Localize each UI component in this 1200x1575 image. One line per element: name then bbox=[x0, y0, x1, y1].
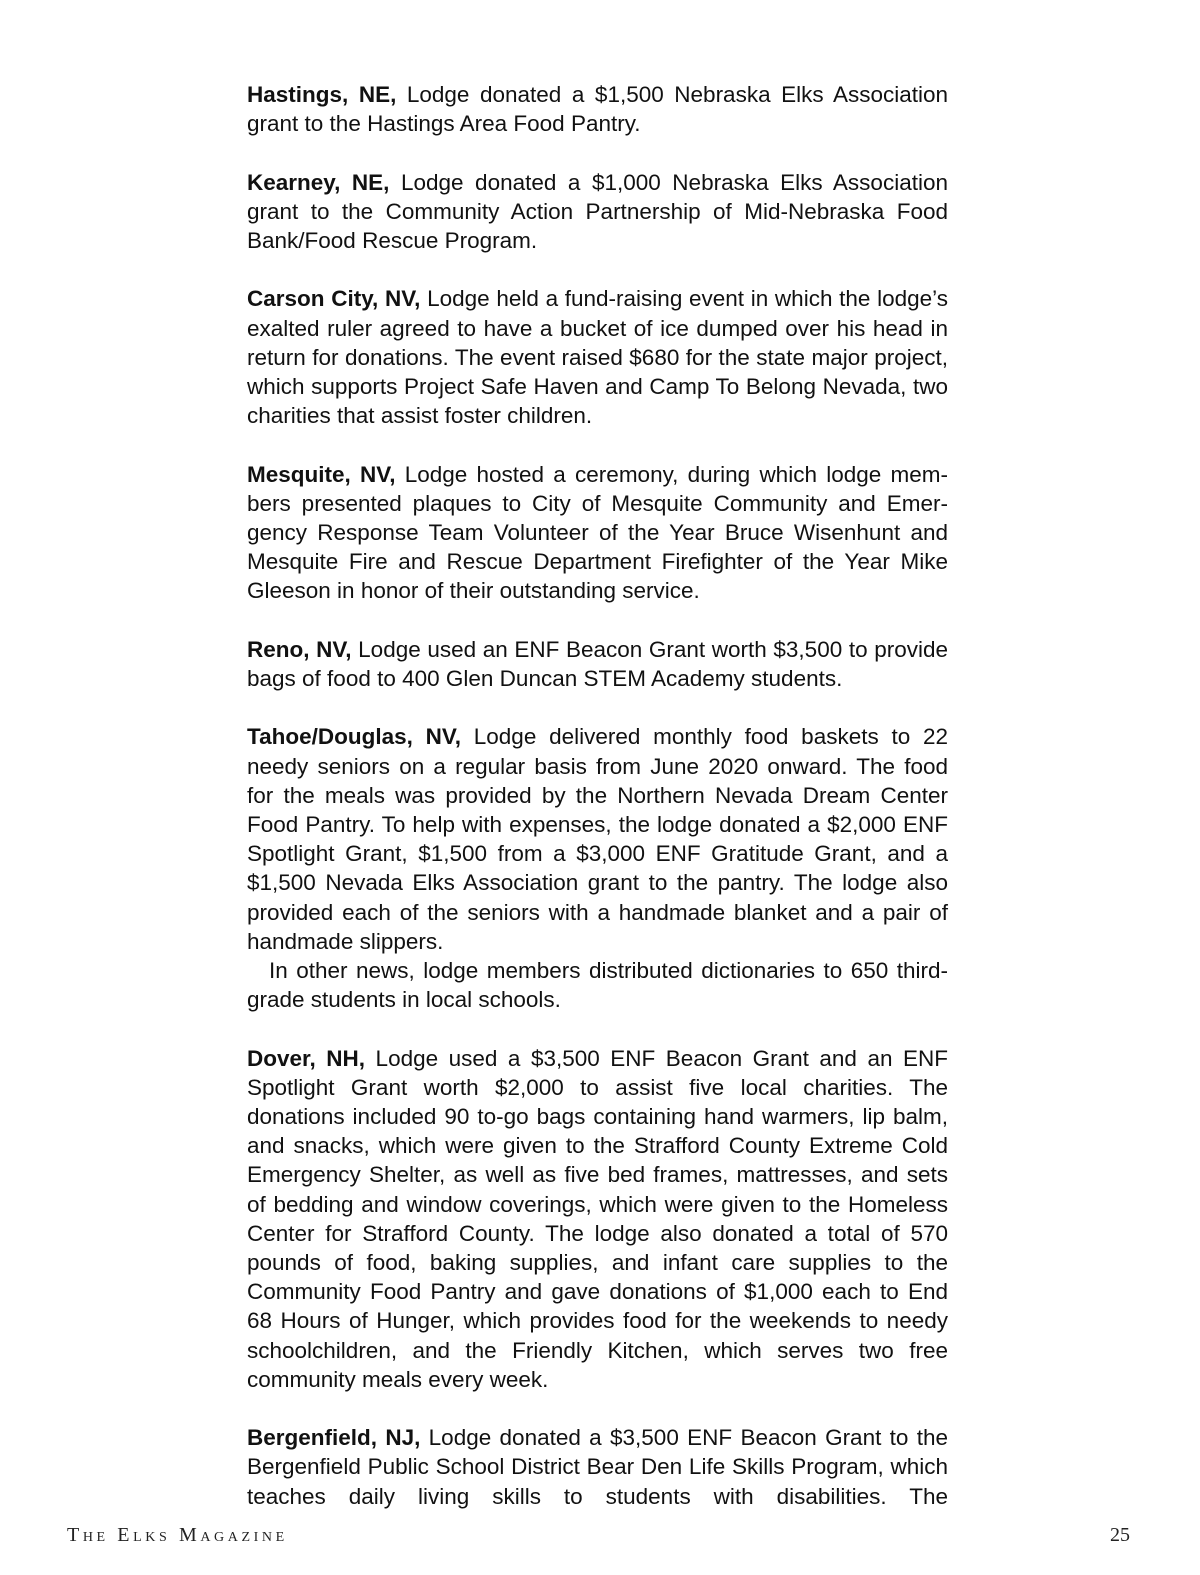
lodge-location: Kearney, NE, bbox=[247, 169, 390, 195]
lodge-entry-carson-city bbox=[247, 284, 948, 430]
article-column bbox=[247, 80, 948, 1540]
lodge-entry-hastings bbox=[247, 80, 948, 138]
lodge-location: Dover, NH, bbox=[247, 1045, 366, 1071]
entry-text: Lodge hosted a ceremony, during which lodge members presented plaques to City of Mesquite Community and Emergency Response Team Volunteer of the Year Bruce Wisenhunt and Mesquite Fire and Rescue Department Firefighter of the Year Mike Gleeson in honor of their outstanding service. bbox=[247, 461, 948, 604]
lodge-entry-tahoe-douglas bbox=[247, 722, 948, 1014]
entry-text: Lodge held a fund-raising event in which the lodge’s exalted ruler agreed to have a bucket of ice dumped over his head in return for donations. The event raised $680 for the state major project, which supports Project Safe Haven and Camp To Belong Nevada, two charities that assist foster children. bbox=[247, 286, 948, 429]
entry-text: Lodge donated a $1,500 Nebraska Elks Association grant to the Hastings Area Food Pantry. bbox=[247, 82, 949, 137]
lodge-location: Reno, NV, bbox=[247, 636, 352, 662]
lodge-entry-kearney bbox=[247, 168, 948, 256]
page-number: 25 bbox=[1110, 1524, 1130, 1546]
lodge-entry-bergenfield bbox=[247, 1423, 948, 1511]
publication-title: The Elks Magazine bbox=[67, 1524, 288, 1546]
lodge-entry-dover bbox=[247, 1044, 948, 1394]
lodge-location: Tahoe/Douglas, NV, bbox=[247, 724, 462, 750]
entry-text: Lodge donated a $3,500 ENF Beacon Grant to the Bergenfield Public School District Bear Den Life Skills Program, which teaches daily living skills to students with disabilities. The bbox=[247, 1425, 948, 1509]
lodge-location: Bergenfield, NJ, bbox=[247, 1425, 421, 1451]
entry-text: Lodge used a $3,500 ENF Beacon Grant and an ENF Spotlight Grant worth $2,000 to assist five local charities. The donations included 90 to-go bags containing hand warmers, lip balm, and snacks, which were given to the Strafford County Extreme Cold Emergency Shelter, as well as five bed frames, mattresses, and sets of bedding and window coverings, which were given to the Homeless Center for Strafford County. The lodge also donated a total of 570 pounds of food, baking supplies, and infant care supplies to the Community Food Pantry and gave donations of $1,000 each to End 68 Hours of Hunger, which provides food for the weekends to needy schoolchildren, and the Friendly Kitchen, which serves two free community meals every week. bbox=[247, 1045, 948, 1392]
entry-text: Lodge delivered monthly food baskets to 22 needy seniors on a regular basis from June 2020 onward. The food for the meals was provided by the Northern Nevada Dream Center Food Pantry. To help with expenses, the lodge donated a $2,000 ENF Spotlight Grant, $1,500 from a $3,000 ENF Gratitude Grant, and a $1,500 Nevada Elks Association grant to the pantry. The lodge also provided each of the seniors with a handmade blanket and a pair of handmade slippers. bbox=[247, 724, 948, 954]
entry-text: Lodge used an ENF Beacon Grant worth $3,500 to provide bags of food to 400 Glen Duncan STEM Academy students. bbox=[247, 636, 948, 691]
lodge-location: Carson City, NV, bbox=[247, 286, 421, 312]
lodge-entry-mesquite bbox=[247, 460, 948, 606]
lodge-entry-reno bbox=[247, 635, 948, 693]
lodge-location: Hastings, NE, bbox=[247, 82, 397, 107]
entry-text: Lodge donated a $1,000 Nebraska Elks Association grant to the Community Action Partnership of Mid-Nebraska Food Bank/Food Rescue Program. bbox=[247, 169, 948, 253]
entry-text-continued: In other news, lodge members distributed dictionaries to 650 third-grade students in local schools. bbox=[247, 958, 948, 1013]
lodge-location: Mesquite, NV, bbox=[247, 461, 396, 487]
